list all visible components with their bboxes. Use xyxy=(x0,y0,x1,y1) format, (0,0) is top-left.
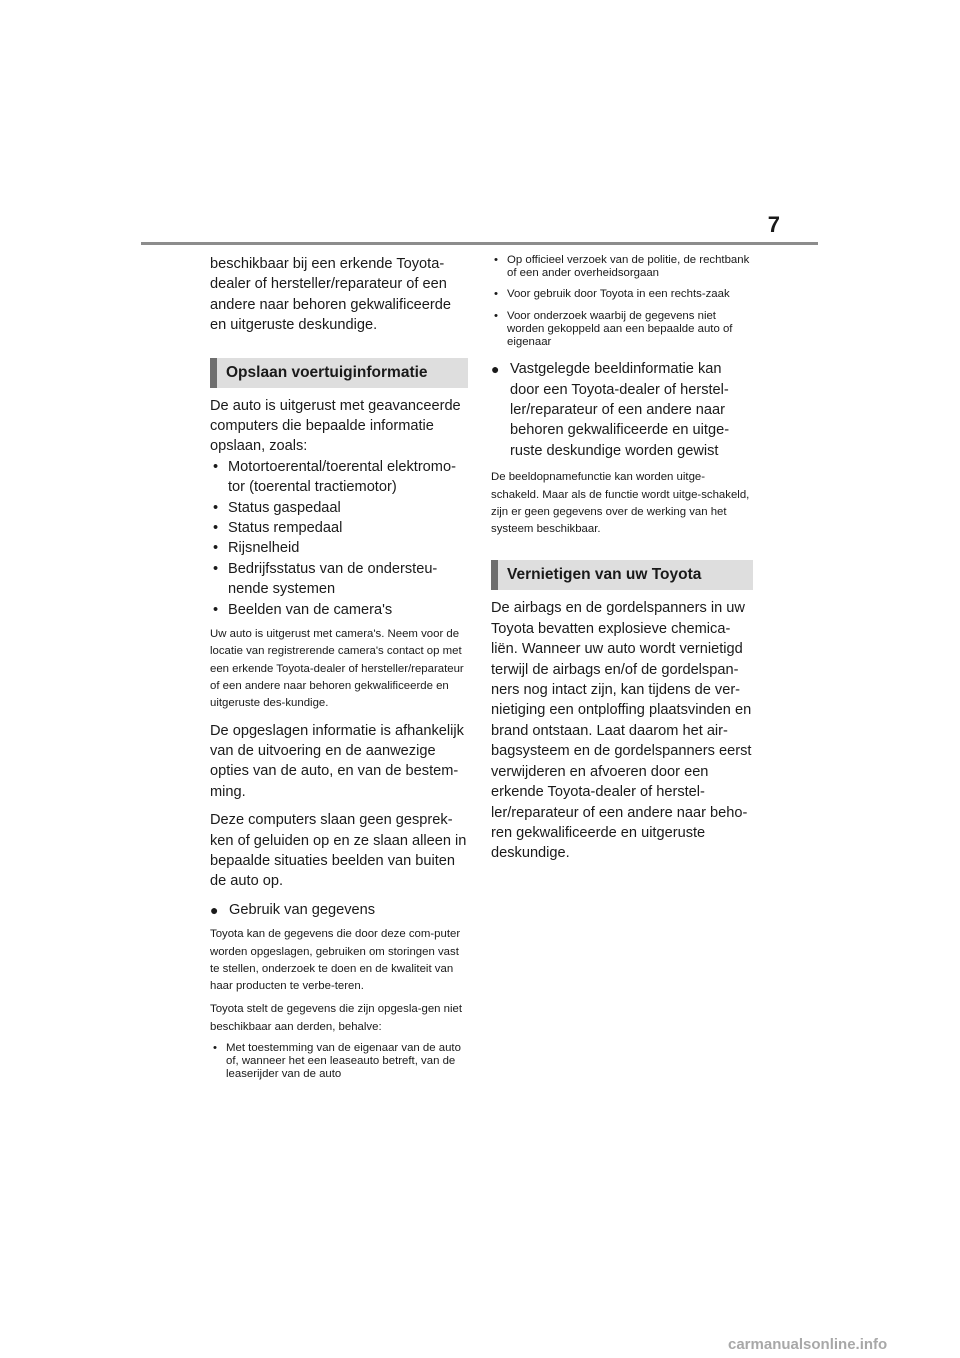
list-item: • Status gaspedaal xyxy=(210,498,468,518)
stored-info-list xyxy=(210,457,468,620)
bullet-dot-icon: ● xyxy=(210,901,219,918)
page-number: 7 xyxy=(767,212,780,237)
storage-paragraph: De auto is uitgerust met geavanceerde computers die bepaalde informatie opslaan, zoals: xyxy=(210,397,461,455)
disposal-paragraph: De airbags en de gordelspanners in uw Toyota bevatten explosieve chemica-liën. Wanneer uw auto wordt vernietigd terwijl de airbags en/of de gordelspan-ners nog intact zijn, kan tijdens de ver-nietiging een ontploffing plaatsvinden en brand ontstaan. Laat daarom het air-bagsysteem en de gordelspanners eerst verwijderen en afvoeren door een erkende Toyota-dealer of herstel-ler/reparateur of een andere naar beho-ren gekwalificeerde en uitgeruste deskundige. xyxy=(491,600,752,862)
exception-list xyxy=(210,1042,468,1082)
image-info-heading: ● Vastgelegde beeldinformatie kan door een Toyota-dealer of herstel-ler/reparateur of een andere naar behoren gekwalificeerde en uitge-ruste deskundige worden gewist xyxy=(491,361,730,459)
image-recording-note: De beeldopnamefunctie kan worden uitge-schakeld. Maar als de functie wordt uitge-schakeld, zijn er geen gegevens over de werking van het systeem beschikbaar. xyxy=(491,471,750,536)
bullet-dot-icon: ● xyxy=(491,361,500,378)
watermark: carmanualsonline.info xyxy=(728,1336,888,1353)
list-item: • Motortoerental/toerental elektromo-tor (toerental tractiemotor) xyxy=(210,457,468,498)
list-item: • Rijsnelheid xyxy=(210,538,468,558)
list-item: • Beelden van de camera's xyxy=(210,600,468,620)
header-rule xyxy=(141,242,818,245)
recording-paragraph: Deze computers slaan geen gesprek-ken of geluiden op en ze slaan alleen in bepaalde situaties beelden van buiten de auto op. xyxy=(210,812,467,890)
right-column xyxy=(491,254,753,864)
usage-note: Toyota kan de gegevens die door deze com-puter worden opgeslagen, gebruiken om storingen vast te stellen, onderzoek te doen en de kwaliteit van haar producten te verbe-teren. xyxy=(210,928,461,993)
camera-note: Uw auto is uitgerust met camera's. Neem voor de locatie van registrerende camera's contact op met een erkende Toyota-dealer of hersteller/reparateur of een andere naar behoren gekwalificeerde en uitgeruste des-kundige. xyxy=(210,628,464,710)
third-party-note: Toyota stelt de gegevens die zijn opgesla-gen niet beschikbaar aan derden, behalve: xyxy=(210,1003,463,1033)
list-item: • Voor gebruik door Toyota in een rechts-zaak xyxy=(491,288,753,301)
intro-paragraph: beschikbaar bij een erkende Toyota-dealer of hersteller/reparateur of een andere naar behoren gekwalificeerde en uitgeruste deskundige. xyxy=(210,256,451,334)
section-heading-storage: Opslaan voertuiginformatie xyxy=(210,358,468,388)
dependency-paragraph: De opgeslagen informatie is afhankelijk van de uitvoering en de aanwezige opties van de auto, en van de bestem-ming. xyxy=(210,722,464,800)
usage-heading: ● Gebruik van gegevens xyxy=(210,900,468,920)
list-item: • Met toestemming van de eigenaar van de auto of, wanneer het een leaseauto betreft, van de leaserijder van de auto xyxy=(210,1042,468,1082)
exception-list-continued xyxy=(491,254,753,349)
list-item: • Bedrijfsstatus van de ondersteu-nende systemen xyxy=(210,559,468,600)
list-item: • Voor onderzoek waarbij de gegevens niet worden gekoppeld aan een bepaalde auto of eigenaar xyxy=(491,310,753,350)
left-column xyxy=(210,254,468,1082)
list-item: • Status rempedaal xyxy=(210,518,468,538)
list-item: • Op officieel verzoek van de politie, de rechtbank of een ander overheidsorgaan xyxy=(491,254,753,280)
section-heading-disposal: Vernietigen van uw Toyota xyxy=(491,560,753,590)
